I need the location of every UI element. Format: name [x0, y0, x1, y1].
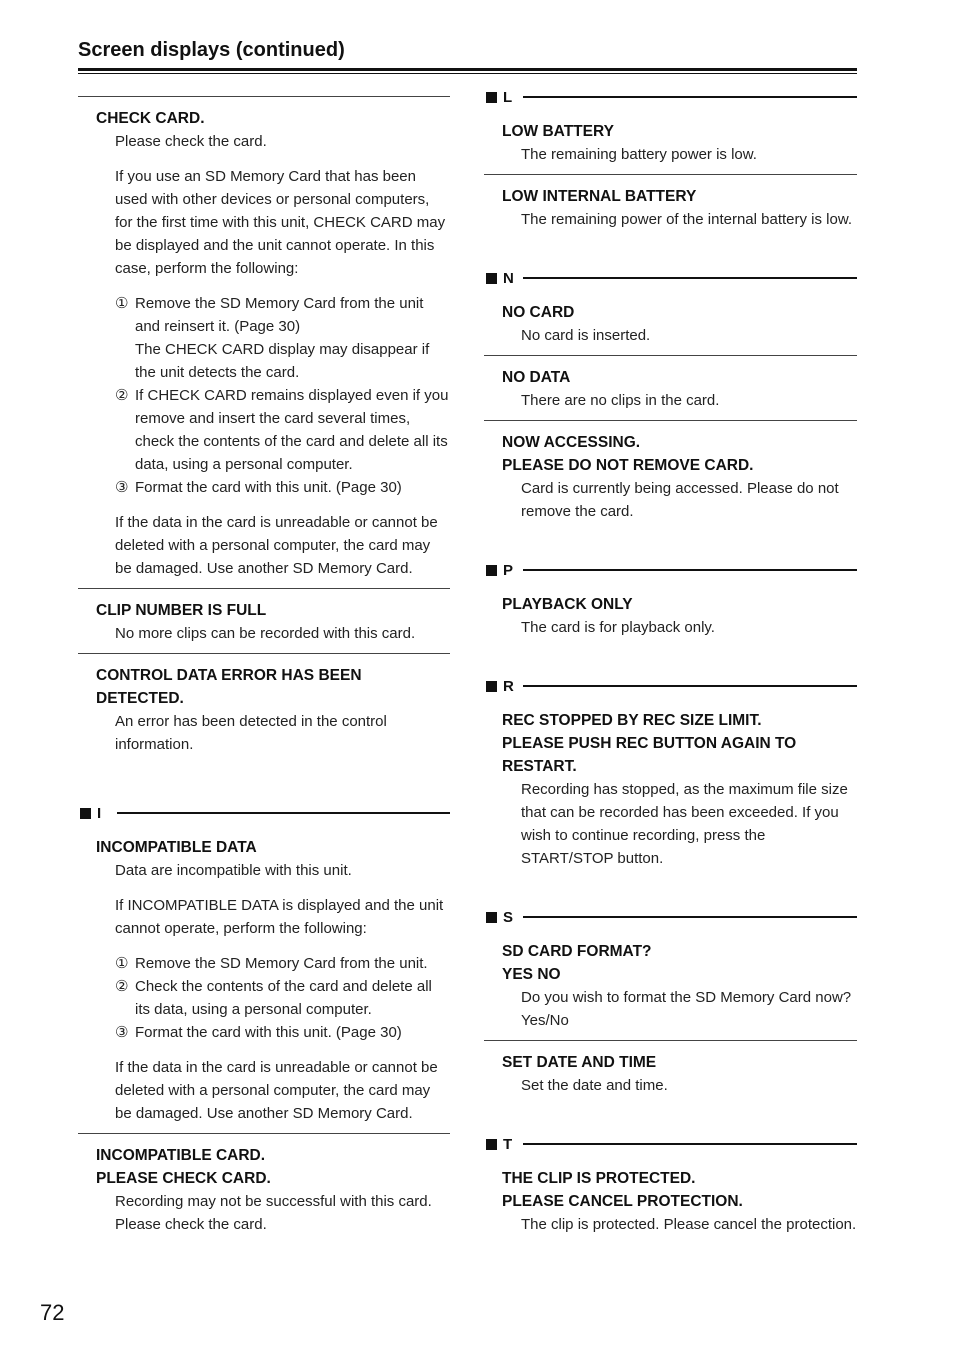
entry-check-card [78, 96, 450, 588]
step-number: ② [115, 387, 129, 404]
step-number: ③ [115, 479, 129, 496]
entry-title: CHECK CARD. [96, 110, 205, 127]
section-marker-icon [486, 1139, 497, 1150]
section-letter: R [503, 677, 514, 695]
entry-playback-only [484, 583, 857, 647]
left-column [78, 96, 450, 1244]
section-header-p [484, 561, 857, 579]
entry-no-data [484, 355, 857, 420]
section-header-r [484, 677, 857, 695]
section-rule [523, 1143, 857, 1145]
entry-title: SET DATE AND TIME [502, 1054, 657, 1071]
section-rule [523, 916, 857, 918]
step-text: Format the card with this unit. (Page 30) [135, 1024, 402, 1041]
header-rule [78, 68, 857, 71]
step-text: Format the card with this unit. (Page 30) [135, 479, 402, 496]
entry-description [96, 859, 450, 1125]
entry-title: NO CARD [502, 304, 575, 321]
step-number: ③ [115, 1024, 129, 1041]
section-header-s [484, 908, 857, 926]
step-item [115, 952, 450, 975]
page-number: 72 [40, 1300, 65, 1325]
paragraph: Data are incompatible with this unit. [115, 862, 352, 879]
entry-title: CONTROL DATA ERROR HAS BEEN DETECTED. [96, 667, 362, 707]
step-text: Check the contents of the card and delete all its data, using a personal computer. [135, 978, 432, 1018]
entry-description: The card is for playback only. [521, 619, 715, 636]
entry-description: Recording has stopped, as the maximum file size that can be recorded has been exceeded. If you wish to continue recording, press the START/STOP button. [521, 781, 848, 867]
section-marker-icon [486, 681, 497, 692]
entry-now-accessing [484, 420, 857, 531]
header-rule-thin [78, 73, 857, 74]
entry-title: LOW BATTERY [502, 123, 614, 140]
step-text: Remove the SD Memory Card from the unit. [135, 955, 428, 972]
entry-title: INCOMPATIBLE CARD. PLEASE CHECK CARD. [96, 1147, 271, 1187]
entry-title: LOW INTERNAL BATTERY [502, 188, 697, 205]
section-letter: L [503, 88, 513, 106]
entry-description: No card is inserted. [521, 327, 651, 344]
section-header-l [484, 88, 857, 106]
entry-description [96, 130, 450, 580]
step-number: ② [115, 978, 129, 995]
section-marker-icon [486, 912, 497, 923]
entry-description: The clip is protected. Please cancel the protection. [521, 1216, 857, 1233]
entry-title: CLIP NUMBER IS FULL [96, 602, 267, 619]
section-rule [117, 812, 450, 814]
section-rule [523, 96, 857, 98]
section-marker-icon [80, 808, 91, 819]
entry-clip-full [78, 588, 450, 653]
section-marker-icon [486, 273, 497, 284]
entry-title: NO DATA [502, 369, 571, 386]
section-letter: S [503, 908, 514, 926]
step-number: ① [115, 295, 129, 312]
entry-title: INCOMPATIBLE DATA [96, 839, 257, 856]
entry-title: REC STOPPED BY REC SIZE LIMIT. PLEASE PUSH REC BUTTON AGAIN TO RESTART. [502, 712, 797, 775]
steps-list [115, 292, 450, 499]
entry-title: PLAYBACK ONLY [502, 596, 633, 613]
paragraph: If INCOMPATIBLE DATA is displayed and the unit cannot operate, perform the following: [115, 897, 444, 937]
step-item [115, 292, 450, 384]
paragraph: Please check the card. [115, 133, 267, 150]
section-header-t [484, 1135, 857, 1153]
entry-title: NOW ACCESSING. PLEASE DO NOT REMOVE CARD. [502, 434, 754, 474]
step-item [115, 1021, 450, 1044]
entry-rec-stopped [484, 699, 857, 878]
entry-description: No more clips can be recorded with this card. [115, 625, 416, 642]
entry-low-battery [484, 110, 857, 174]
entry-description: An error has been detected in the control information. [115, 713, 387, 753]
section-rule [523, 685, 857, 687]
entry-no-card [484, 291, 857, 355]
paragraph: If the data in the card is unreadable or cannot be deleted with a personal computer, the card may be damaged. Use another SD Memory Card. [115, 514, 438, 577]
section-letter: P [503, 561, 514, 579]
entry-low-internal-battery [484, 174, 857, 239]
paragraph: If the data in the card is unreadable or cannot be deleted with a personal computer, the card may be damaged. Use another SD Memory Card. [115, 1059, 438, 1122]
section-letter: N [503, 269, 514, 287]
entry-clip-protected [484, 1157, 857, 1244]
entry-title: THE CLIP IS PROTECTED. PLEASE CANCEL PROTECTION. [502, 1170, 743, 1210]
entry-description: Set the date and time. [521, 1077, 668, 1094]
step-number: ① [115, 955, 129, 972]
step-item [115, 476, 450, 499]
step-item [115, 975, 450, 1021]
section-letter: I [97, 804, 102, 822]
paragraph: If you use an SD Memory Card that has been used with other devices or personal computers, for the first time with this unit, CHECK CARD may be displayed and the unit cannot operate. In this case, perform the following: [115, 168, 446, 277]
section-marker-icon [486, 565, 497, 576]
entry-incompatible-data [78, 826, 450, 1133]
section-rule [523, 569, 857, 571]
section-header-n [484, 269, 857, 287]
right-column [484, 88, 857, 1244]
entry-description: Recording may not be successful with this card. Please check the card. [115, 1193, 432, 1233]
section-rule [523, 277, 857, 279]
step-text: Remove the SD Memory Card from the unit and reinsert it. (Page 30) The CHECK CARD display may disappear if the unit detects the card. [135, 295, 430, 381]
entry-sd-card-format [484, 930, 857, 1040]
steps-list [115, 952, 450, 1044]
section-marker-icon [486, 92, 497, 103]
entry-title: SD CARD FORMAT? YES NO [502, 943, 652, 983]
page-title: Screen displays (continued) [78, 39, 345, 61]
step-text: If CHECK CARD remains displayed even if you remove and insert the card several times, check the contents of the card and delete all its data, using a personal computer. [135, 387, 449, 473]
entry-set-date-time [484, 1040, 857, 1105]
entry-description: The remaining battery power is low. [521, 146, 757, 163]
entry-description: The remaining power of the internal battery is low. [521, 211, 853, 228]
entry-description: There are no clips in the card. [521, 392, 720, 409]
entry-description: Card is currently being accessed. Please do not remove the card. [521, 480, 839, 520]
step-item [115, 384, 450, 476]
section-letter: T [503, 1135, 513, 1153]
entry-description: Do you wish to format the SD Memory Card now? Yes/No [521, 989, 852, 1029]
entry-control-error [78, 653, 450, 764]
section-header-i [78, 804, 450, 822]
entry-incompatible-card [78, 1133, 450, 1244]
